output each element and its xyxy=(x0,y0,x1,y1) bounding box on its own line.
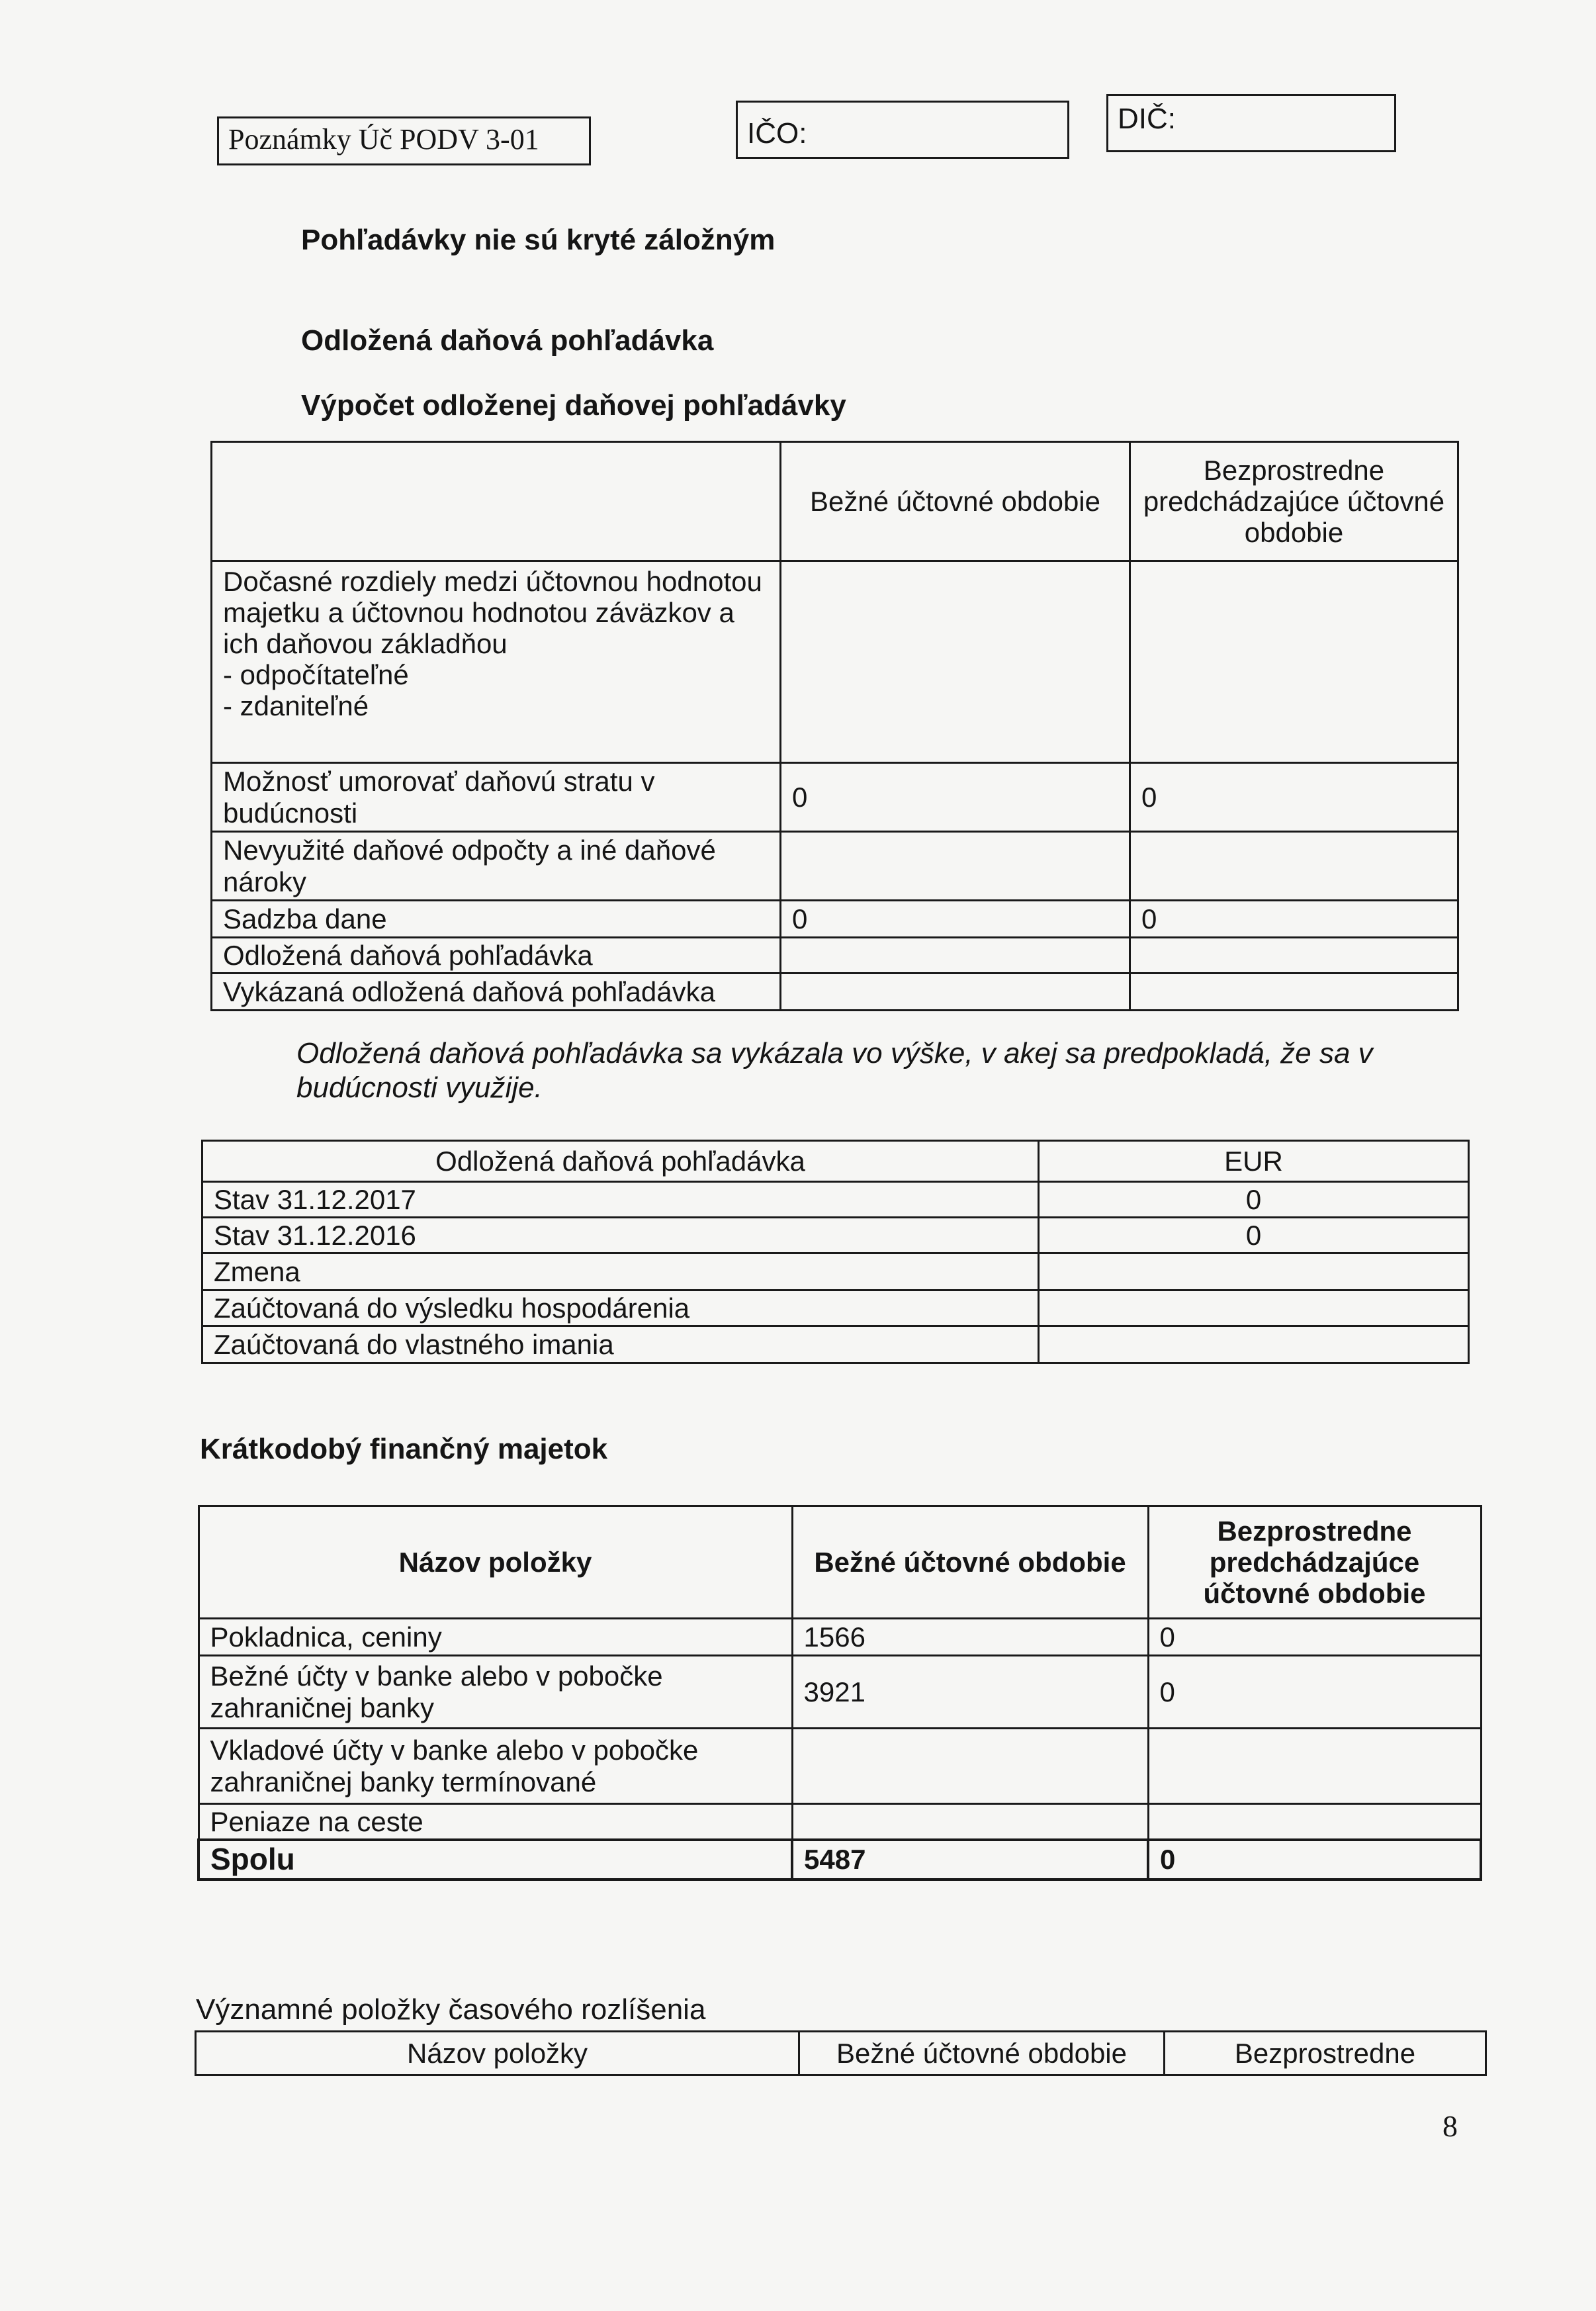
table-header-row xyxy=(199,1506,1481,1619)
header-unit: EUR xyxy=(1039,1141,1469,1182)
header-previous-period: Bezprostredne xyxy=(1165,2032,1486,2075)
row-label: Pokladnica, ceniny xyxy=(199,1619,792,1656)
row-label: Stav 31.12.2017 xyxy=(202,1182,1039,1218)
row-label: Možnosť umorovať daňovú stratu v budúcnosti xyxy=(212,763,781,832)
table-row xyxy=(212,938,1458,974)
section-heading-accruals: Významné položky časového rozlíšenia xyxy=(196,1993,706,2026)
total-previous: 0 xyxy=(1148,1840,1481,1880)
row-label: Zaúčtovaná do vlastného imania xyxy=(202,1326,1039,1363)
ico-label: IČO: xyxy=(747,117,807,150)
section-subheading-deferred-tax-calc: Výpočet odloženej daňovej pohľadávky xyxy=(301,389,846,422)
table-row xyxy=(202,1326,1469,1363)
header-item-name: Názov položky xyxy=(199,1506,792,1619)
row-label-sub-taxable: - zdaniteľné xyxy=(223,690,369,722)
short-term-assets-table xyxy=(197,1505,1482,1881)
header-deferred-tax: Odložená daňová pohľadávka xyxy=(202,1141,1039,1182)
section-heading-deferred-tax: Odložená daňová pohľadávka xyxy=(301,324,714,357)
cell-current xyxy=(792,1804,1148,1840)
table-row xyxy=(202,1291,1469,1326)
row-label: Vkladové účty v banke alebo v pobočke zahraničnej banky termínované xyxy=(199,1729,792,1804)
table-row xyxy=(199,1619,1481,1656)
row-label-sub-deductible: - odpočítateľné xyxy=(223,659,409,691)
cell-previous: 0 xyxy=(1130,901,1458,938)
page-number: 8 xyxy=(1442,2109,1458,2143)
cell-previous xyxy=(1148,1729,1481,1804)
cell-previous xyxy=(1130,938,1458,974)
row-value xyxy=(1039,1326,1469,1363)
table-row xyxy=(212,832,1458,901)
dic-box xyxy=(1106,94,1396,152)
row-label: Stav 31.12.2016 xyxy=(202,1218,1039,1253)
cell-previous: 0 xyxy=(1130,763,1458,832)
table-row xyxy=(202,1182,1469,1218)
row-label: Sadzba dane xyxy=(212,901,781,938)
table-row xyxy=(199,1656,1481,1729)
cell-current: 0 xyxy=(781,763,1130,832)
row-label xyxy=(212,561,781,763)
cell-previous xyxy=(1148,1804,1481,1840)
dic-label: DIČ: xyxy=(1118,103,1176,135)
table-header-row xyxy=(196,2032,1486,2075)
row-label-main: Dočasné rozdiely medzi účtovnou hodnotou majetku a účtovnou hodnotou záväzkov a ich daňovou základňou xyxy=(223,566,762,660)
cell-current: 0 xyxy=(781,901,1130,938)
row-label: Vykázaná odložená daňová pohľadávka xyxy=(212,974,781,1011)
section-heading-receivables: Pohľadávky nie sú kryté záložným xyxy=(301,224,776,256)
cell-previous: 0 xyxy=(1148,1656,1481,1729)
cell-previous xyxy=(1130,832,1458,901)
table-header-row xyxy=(202,1141,1469,1182)
cell-current: 3921 xyxy=(792,1656,1148,1729)
row-label: Zaúčtovaná do výsledku hospodárenia xyxy=(202,1291,1039,1326)
cell-current xyxy=(781,561,1130,763)
row-value xyxy=(1039,1291,1469,1326)
cell-previous xyxy=(1130,974,1458,1011)
cell-current xyxy=(781,832,1130,901)
cell-previous xyxy=(1130,561,1458,763)
header-current-period: Bežné účtovné obdobie xyxy=(799,2032,1165,2075)
table-row xyxy=(212,763,1458,832)
form-label: Poznámky Úč PODV 3-01 xyxy=(228,123,539,156)
form-label-box xyxy=(217,116,591,165)
table-row xyxy=(199,1729,1481,1804)
accruals-table xyxy=(195,2030,1487,2076)
row-label: Nevyužité daňové odpočty a iné daňové nároky xyxy=(212,832,781,901)
deferred-tax-movement-table xyxy=(201,1140,1470,1364)
row-value xyxy=(1039,1253,1469,1291)
row-label: Zmena xyxy=(202,1253,1039,1291)
section-heading-short-term-assets: Krátkodobý finančný majetok xyxy=(200,1433,608,1465)
table-row xyxy=(202,1218,1469,1253)
total-current: 5487 xyxy=(792,1840,1148,1880)
row-label: Odložená daňová pohľadávka xyxy=(212,938,781,974)
table-row xyxy=(202,1253,1469,1291)
deferred-tax-calc-table xyxy=(210,441,1459,1011)
cell-current xyxy=(781,974,1130,1011)
header-item-name: Názov položky xyxy=(196,2032,799,2075)
cell-current xyxy=(792,1729,1148,1804)
total-label: Spolu xyxy=(199,1840,792,1880)
header-current-period: Bežné účtovné obdobie xyxy=(781,442,1130,561)
table-header-row xyxy=(212,442,1458,561)
cell-current: 1566 xyxy=(792,1619,1148,1656)
header-current-period: Bežné účtovné obdobie xyxy=(792,1506,1148,1619)
cell-previous: 0 xyxy=(1148,1619,1481,1656)
cell-current xyxy=(781,938,1130,974)
deferred-tax-note: Odložená daňová pohľadávka sa vykázala vo výške, v akej sa predpokladá, že sa v budúcnosti využije. xyxy=(296,1037,1373,1104)
header-previous-period: Bezprostredne predchádzajúce účtovné obdobie xyxy=(1130,442,1458,561)
table-row xyxy=(212,974,1458,1011)
row-value: 0 xyxy=(1039,1182,1469,1218)
ico-box xyxy=(736,101,1069,159)
header-blank-cell xyxy=(212,442,781,561)
table-row xyxy=(212,561,1458,763)
header-previous-period: Bezprostredne predchádzajúce účtovné obdobie xyxy=(1148,1506,1481,1619)
row-value: 0 xyxy=(1039,1218,1469,1253)
row-label: Peniaze na ceste xyxy=(199,1804,792,1840)
row-label: Bežné účty v banke alebo v pobočke zahraničnej banky xyxy=(199,1656,792,1729)
table-row xyxy=(199,1804,1481,1840)
table-total-row xyxy=(199,1840,1481,1880)
table-row xyxy=(212,901,1458,938)
